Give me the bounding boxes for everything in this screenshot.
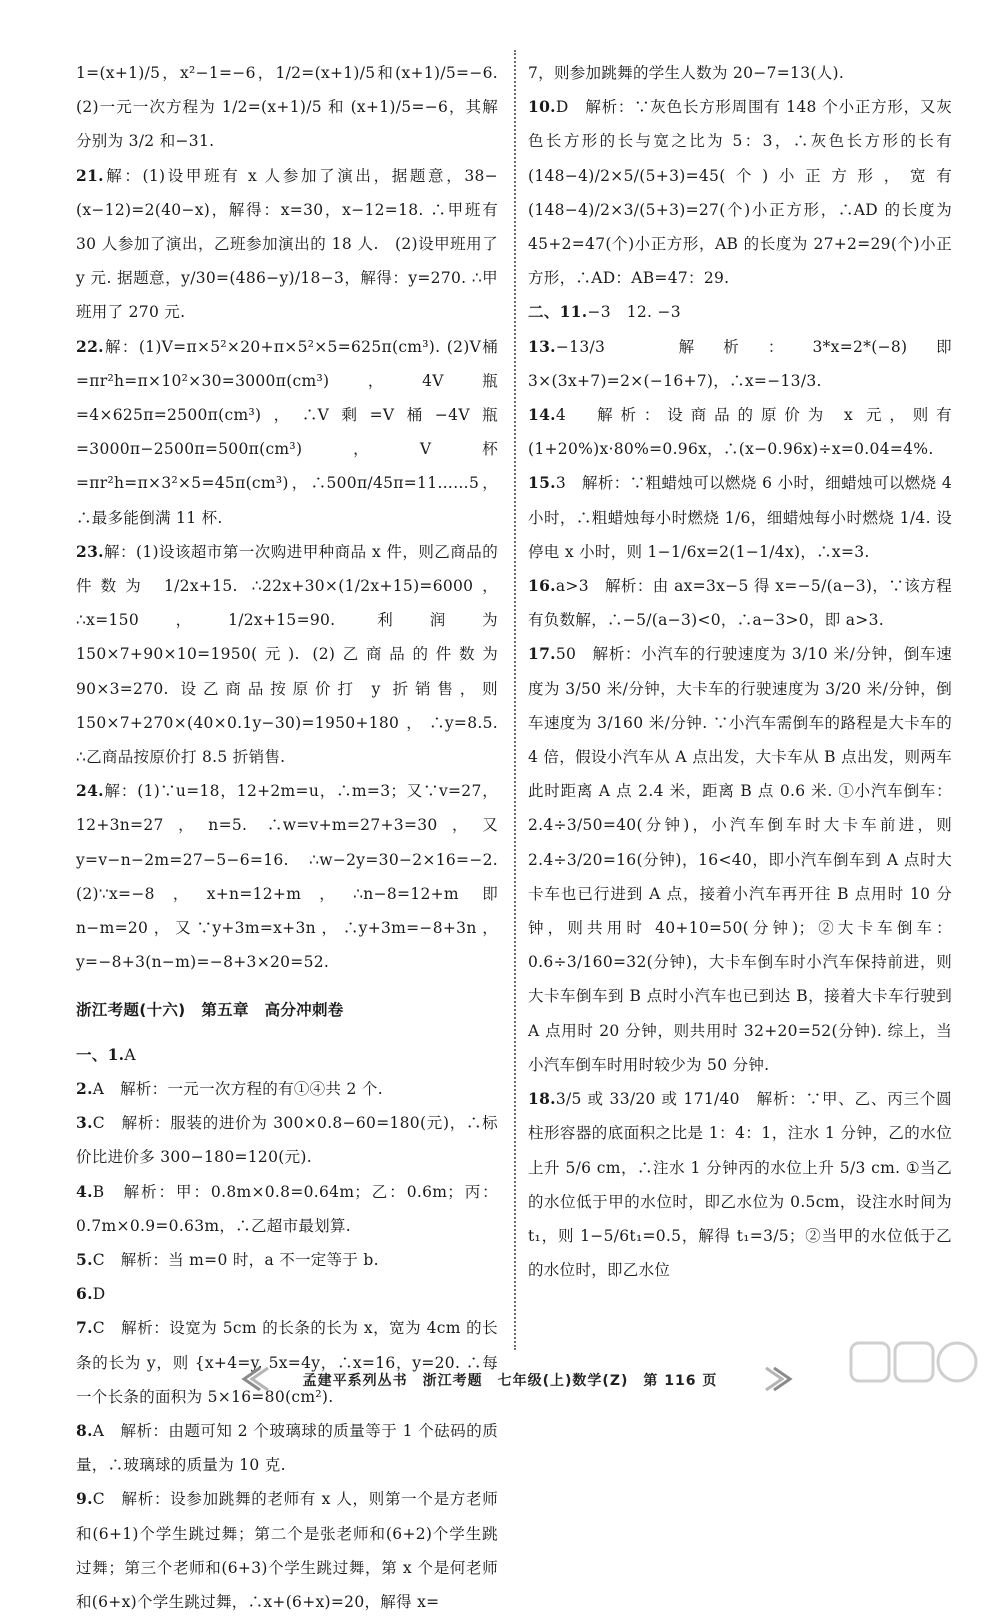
- question-number: 二、11.: [528, 302, 588, 322]
- answer-text: C 解析：设参加跳舞的老师有 x 人，则第一个是方老师和(6+1)个学生跳过舞；第二个是张老师和(6+2)个学生跳过舞；第三个老师和(6+3)个学生跳过舞，第 x 个是何老师和(6+x)个学生跳过舞，∴x+(6+x)=20，解得 x=: [76, 1490, 498, 1611]
- answer-text: −3 12. −3: [587, 303, 681, 322]
- answer-text: D: [92, 1285, 106, 1304]
- answer-paragraph: [528, 637, 952, 1082]
- answer-text: 7，则参加跳舞的学生人数为 20−7=13(人).: [528, 64, 845, 82]
- answer-paragraph: [528, 398, 952, 466]
- answer-text: D 解析：∵灰色长方形周围有 148 个小正方形，又灰色长方形的长与宽之比为 5：3，∴灰色长方形的长有 (148−4)/2×5/(5+3)=45(个)小正方形，宽有 (148−4)/2×3/(5+3)=27(个)小正方形，∴AD 的长度为 45+2=47(个)小正方形，AB 的长度为 27+2=29(个)小正方形，∴AD：AB=47：29.: [528, 98, 952, 288]
- answer-text: 解：(1)设甲班有 x 人参加了演出，据题意，38−(x−12)=2(40−x)，解得：x=30，x−12=18. ∴甲班有 30 人参加了演出，乙班参加演出的 18 人. (2)设甲班用了 y 元. 据题意，y/30=(486−y)/18−3，解得：y=270. ∴甲班用了 270 元.: [76, 166, 498, 322]
- answer-text: C 解析：服装的进价为 300×0.8−60=180(元)，∴标价比进价多 300−180=120(元).: [76, 1114, 498, 1167]
- footer-text: 孟建平系列丛书 浙江考题 七年级(上)数学(Z) 第 116 页: [302, 1373, 718, 1389]
- answer-paragraph: [76, 1482, 498, 1619]
- question-number: 4.: [76, 1181, 93, 1201]
- answer-paragraph: [76, 1175, 498, 1243]
- answer-paragraph: [76, 330, 498, 535]
- question-number: 24.: [76, 781, 104, 801]
- question-number: 5.: [76, 1249, 93, 1269]
- answer-paragraph: [76, 774, 514, 979]
- answer-text: 4 解析：设商品的原价为 x 元，则有(1+20%)x·80%=0.96x，∴(x−0.96x)÷x=0.04=4%.: [528, 406, 952, 459]
- answer-paragraph: [528, 330, 952, 398]
- answer-paragraph: [76, 535, 498, 774]
- answer-paragraph: [76, 159, 498, 330]
- question-number: 16.: [528, 576, 556, 596]
- question-number: 17.: [528, 644, 556, 664]
- answer-text: C 解析：当 m=0 时，a 不一定等于 b.: [92, 1250, 379, 1269]
- answer-text: 3 解析：∵粗蜡烛可以燃烧 6 小时，细蜡烛可以燃烧 4 小时，∴粗蜡烛每小时燃烧 1/6，细蜡烛每小时燃烧 1/4. 设停电 x 小时，则 1−1/6x=2(1−1/4x)，∴x=3.: [528, 474, 952, 561]
- question-number: 9.: [76, 1489, 93, 1509]
- question-number: 15.: [528, 473, 556, 493]
- answer-text: 解：(1)∵u=18，12+2m=u，∴m=3；又∵v=27，12+3n=27，n=5. ∴w=v+m=27+3=30，又 y=v−n−2m=27−5−6=16. ∴w−2y=30−2×16=−2. (2)∵x=−8，x+n=12+m，∴n−8=12+m 即 n−m=20，又∵y+3m=x+3n，∴y+3m=−8+3n，y=−8+3(n−m)=−8+3×20=52.: [76, 782, 514, 972]
- question-number: 21.: [76, 165, 104, 185]
- watermark-logo-icon: [845, 1335, 985, 1405]
- question-number: 13.: [528, 336, 556, 356]
- answer-paragraph: [528, 466, 952, 569]
- question-number: 6.: [76, 1284, 93, 1304]
- chevron-left-icon: [238, 1366, 272, 1392]
- column-divider: [514, 50, 516, 1350]
- answer-paragraph: [76, 1277, 498, 1311]
- chevron-right-icon: [762, 1366, 796, 1392]
- question-number: 10.: [528, 97, 556, 117]
- answer-paragraph: [528, 295, 952, 329]
- answer-text: 1=(x+1)/5，x²−1=−6，1/2=(x+1)/5和(x+1)/5=−6. (2)一元一次方程为 1/2=(x+1)/5 和 (x+1)/5=−6，其解分别为 3/2 和−31.: [76, 64, 514, 151]
- question-number: 18.: [528, 1089, 556, 1109]
- answer-text: 解：(1)V=π×5²×20+π×5²×5=625π(cm³). (2)V桶=πr²h=π×10²×30=3000π(cm³)，4V瓶=4×625π=2500π(cm³)，∴V剩=V桶−4V瓶=3000π−2500π=500π(cm³)，V杯=πr²h=π×3²×5=45π(cm³)，∴500π/45π=11……5，∴最多能倒满 11 杯.: [76, 337, 498, 527]
- answer-paragraph: [76, 1106, 498, 1174]
- answer-text: 解：(1)设该超市第一次购进甲种商品 x 件，则乙商品的件数为 1/2x+15. ∴22x+30×(1/2x+15)=6000，∴x=150，1/2x+15=90. 利润为 150×7+90×10=1950(元). (2)乙商品的件数为 90×3=270. 设乙商品按原价打 y 折销售，则 150×7+270×(40×0.1y−30)=1950+180，∴y=8.5. ∴乙商品按原价打 8.5 折销售.: [76, 542, 498, 767]
- answer-paragraph: [76, 1243, 498, 1277]
- question-number: 7.: [76, 1318, 93, 1338]
- answer-paragraph: [528, 56, 952, 90]
- answer-text: −13/3 解析：3*x=2*(−8)即 3×(3x+7)=2×(−16+7)，∴x=−13/3.: [528, 337, 952, 390]
- answer-paragraph: [76, 1414, 498, 1482]
- answer-text: C 解析：设宽为 5cm 的长条的长为 x，宽为 4cm 的长条的长为 y，则 {x+4=y, 5x=4y，∴x=16，y=20. ∴每一个长条的面积为 5×16=80(cm²).: [76, 1319, 498, 1406]
- question-number: 8.: [76, 1420, 93, 1440]
- answer-text: B 解析：甲：0.8m×0.8=0.64m；乙：0.6m；丙：0.7m×0.9=0.63m，∴乙超市最划算.: [76, 1182, 498, 1235]
- question-number: 22.: [76, 336, 104, 356]
- right-column: [528, 56, 952, 1287]
- answer-text: a>3 解析：由 ax=3x−5 得 x=−5/(a−3)，∵该方程有负数解，∴−5/(a−3)<0，∴a−3>0，即 a>3.: [528, 577, 952, 630]
- answer-text: A 解析：一元一次方程的有①④共 2 个.: [92, 1079, 383, 1098]
- answer-paragraph: [528, 1082, 952, 1287]
- answer-paragraph: [76, 1072, 498, 1106]
- question-number: 14.: [528, 405, 556, 425]
- question-number: 3.: [76, 1113, 93, 1133]
- answer-paragraph: [76, 56, 514, 159]
- question-number: 2.: [76, 1078, 93, 1098]
- answer-paragraph: [528, 90, 952, 295]
- answer-paragraph: [76, 1038, 498, 1072]
- answer-text: 50 解析：小汽车的行驶速度为 3/10 米/分钟，倒车速度为 3/50 米/分钟，大卡车的行驶速度为 3/20 米/分钟，倒车速度为 3/160 米/分钟. ∵小汽车需倒车的路程是大卡车的 4 倍，假设小汽车从 A 点出发，大卡车从 B 点出发，则两车此时距离 A 点 2.4 米，距离 B 点 0.6 米. ①小汽车倒车：2.4÷3/50=40(分钟)，小汽车倒车时大卡车前进，则 2.4÷3/20=16(分钟)，16<40，即小汽车倒车到 A 点时大卡车也已行进到 A 点，接着小汽车再开往 B 点用时 10 分钟，则共用时 40+10=50(分钟)；②大卡车倒车：0.6÷3/160=32(分钟)，大卡车倒车时小汽车保持前进，则大卡车倒车到 B 点时小汽车也已到达 B，接着大卡车行驶到 A 点用时 20 分钟，则共用时 32+20=52(分钟). 综上，当小汽车倒车时用时较少为 50 分钟.: [528, 645, 952, 1074]
- answer-text: A: [124, 1045, 136, 1064]
- question-number: 一、1.: [76, 1044, 125, 1064]
- question-number: 23.: [76, 541, 104, 561]
- answer-text: A 解析：由题可知 2 个玻璃球的质量等于 1 个砝码的质量，∴玻璃球的质量为 10 克.: [76, 1421, 498, 1475]
- answer-paragraph: [528, 569, 952, 637]
- answer-text: 3/5 或 33/20 或 171/40 解析：∵甲、乙、丙三个圆柱形容器的底面积之比是 1：4：1，注水 1 分钟，乙的水位上升 5/6 cm，∴注水 1 分钟丙的水位上升 5/3 cm. ①当乙的水位低于甲的水位时，即乙水位为 0.5cm，设注水时间为 t₁，则 1−5/6t₁=0.5，解得 t₁=3/5；②当甲的水位低于乙的水位时，即乙水位: [528, 1090, 952, 1280]
- section-title: 浙江考题(十六) 第五章 高分冲刺卷: [76, 1001, 344, 1020]
